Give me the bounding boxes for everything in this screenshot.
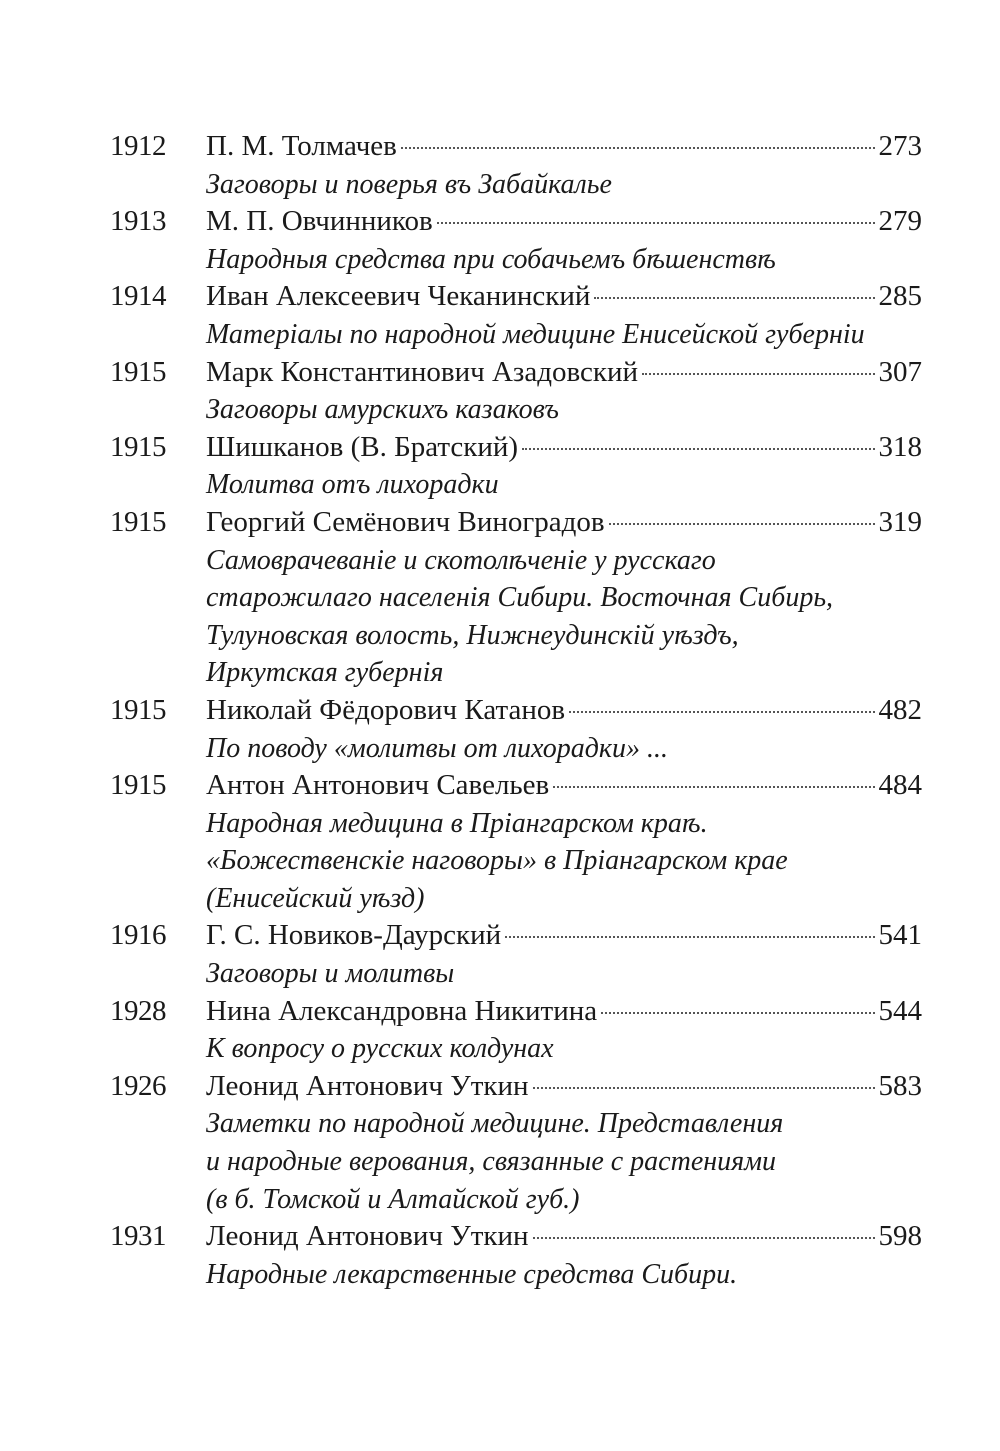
entry-year: 1926	[110, 1069, 166, 1102]
entry-page-number: 285	[878, 280, 922, 313]
entry-year: 1913	[110, 205, 166, 238]
entry-year: 1915	[110, 505, 166, 538]
entry-author: П. М. Толмачев	[206, 130, 397, 162]
entry-author: М. П. Овчинников	[206, 205, 433, 238]
entry-page-number: 307	[878, 355, 922, 388]
dot-leader	[569, 711, 874, 713]
entry-title: Матеріалы по народной медицине Енисейской губерніи	[206, 318, 865, 350]
toc-entry-1914-chekaninsky	[110, 278, 922, 353]
entry-author: Шишканов (В. Братский)	[206, 430, 519, 463]
entry-title: Самоврачеваніе и скотолѣченіе у русскаго старожилаго населенія Сибири. Восточная Сибирь, Тулуновская волость, Нижнеудинскій уѣздъ, Иркутская губернія	[206, 544, 834, 689]
entry-year: 1914	[110, 280, 166, 313]
entry-page-number: 484	[878, 769, 922, 802]
entry-year: 1915	[110, 355, 166, 388]
toc-entry-1926-utkin	[110, 1068, 922, 1218]
dot-leader	[594, 297, 874, 299]
entry-year: 1928	[110, 994, 166, 1027]
toc-entry-1916-novikov-daursky	[110, 917, 922, 992]
entry-year: 1916	[110, 919, 166, 952]
entry-title: Заметки по народной медицине. Представления и народные верования, связанные с растениями (в б. Томской и Алтайской губ.)	[206, 1108, 784, 1215]
entry-year: 1915	[110, 430, 166, 463]
entry-title: Молитва отъ лихорадки	[206, 469, 499, 501]
entry-page-number: 273	[878, 130, 922, 162]
toc-entry-1915-shishkanov	[110, 429, 922, 504]
entry-line	[110, 1068, 922, 1106]
entry-page-number: 279	[878, 205, 922, 238]
entry-title: Заговоры амурскихъ казаковъ	[206, 394, 559, 426]
entry-page-number: 541	[878, 919, 922, 952]
entry-line	[110, 128, 922, 166]
table-of-contents	[110, 128, 922, 1293]
dot-leader	[553, 786, 874, 788]
toc-entry-1915-katanov	[110, 692, 922, 767]
entry-year: 1915	[110, 693, 166, 726]
entry-page-number: 583	[878, 1069, 922, 1102]
entry-page-number: 319	[878, 505, 922, 538]
entry-line	[110, 278, 922, 316]
entry-page-number: 544	[878, 994, 922, 1027]
entry-author: Иван Алексеевич Чеканинский	[206, 280, 591, 313]
entry-title: Заговоры и поверья въ Забайкалье	[206, 168, 612, 200]
entry-line	[110, 1218, 922, 1256]
entry-line	[110, 504, 922, 542]
toc-entry-1915-vinogradov	[110, 504, 922, 692]
entry-line	[110, 203, 922, 241]
toc-entry-1931-utkin	[110, 1218, 922, 1293]
entry-author: Георгий Семёнович Виноградов	[206, 505, 605, 538]
entry-line	[110, 993, 922, 1031]
entry-author: Николай Фёдорович Катанов	[206, 693, 566, 726]
entry-page-number: 482	[878, 693, 922, 726]
entry-author: Марк Константинович Азадовский	[206, 355, 639, 388]
entry-author: Леонид Антонович Уткин	[206, 1220, 529, 1253]
entry-line	[110, 429, 922, 467]
toc-entry-1915-savelyev	[110, 767, 922, 917]
entry-page-number: 598	[878, 1220, 922, 1253]
entry-author: Г. С. Новиков-Даурский	[206, 919, 502, 952]
entry-author: Нина Александровна Никитина	[206, 994, 598, 1027]
entry-line	[110, 767, 922, 805]
entry-year: 1912	[110, 130, 166, 162]
entry-author: Леонид Антонович Уткин	[206, 1069, 529, 1102]
toc-entry-1915-azadovsky	[110, 354, 922, 429]
toc-entry-1913-ovchinnikov	[110, 203, 922, 278]
dot-leader	[437, 222, 875, 224]
entry-title: Заговоры и молитвы	[206, 958, 455, 990]
entry-title: Народная медицина в Пріангарском краѣ. «Божественскіе наговоры» в Пріангарском крае (Енисейский уѣзд)	[206, 807, 788, 914]
entry-line	[110, 354, 922, 392]
dot-leader	[522, 448, 874, 450]
entry-title: По поводу «молитвы от лихорадки» ...	[206, 732, 668, 764]
entry-title: Народныя средства при собачьемъ бѣшенствѣ	[206, 243, 776, 275]
dot-leader	[642, 373, 874, 375]
dot-leader	[601, 1012, 874, 1014]
entry-line	[110, 917, 922, 955]
entry-title: Народные лекарственные средства Сибири.	[206, 1258, 738, 1290]
dot-leader	[505, 936, 874, 938]
toc-entry-1912-tolmachev	[110, 128, 922, 203]
dot-leader	[401, 147, 875, 149]
entry-line	[110, 692, 922, 730]
dot-leader	[533, 1237, 875, 1239]
entry-author: Антон Антонович Савельев	[206, 769, 550, 802]
entry-page-number: 318	[878, 430, 922, 463]
toc-entry-1928-nikitina	[110, 993, 922, 1068]
entry-year: 1915	[110, 769, 166, 802]
entry-title: К вопросу о русских колдунах	[206, 1033, 554, 1065]
entry-year: 1931	[110, 1220, 166, 1253]
dot-leader	[533, 1087, 875, 1089]
dot-leader	[609, 523, 875, 525]
